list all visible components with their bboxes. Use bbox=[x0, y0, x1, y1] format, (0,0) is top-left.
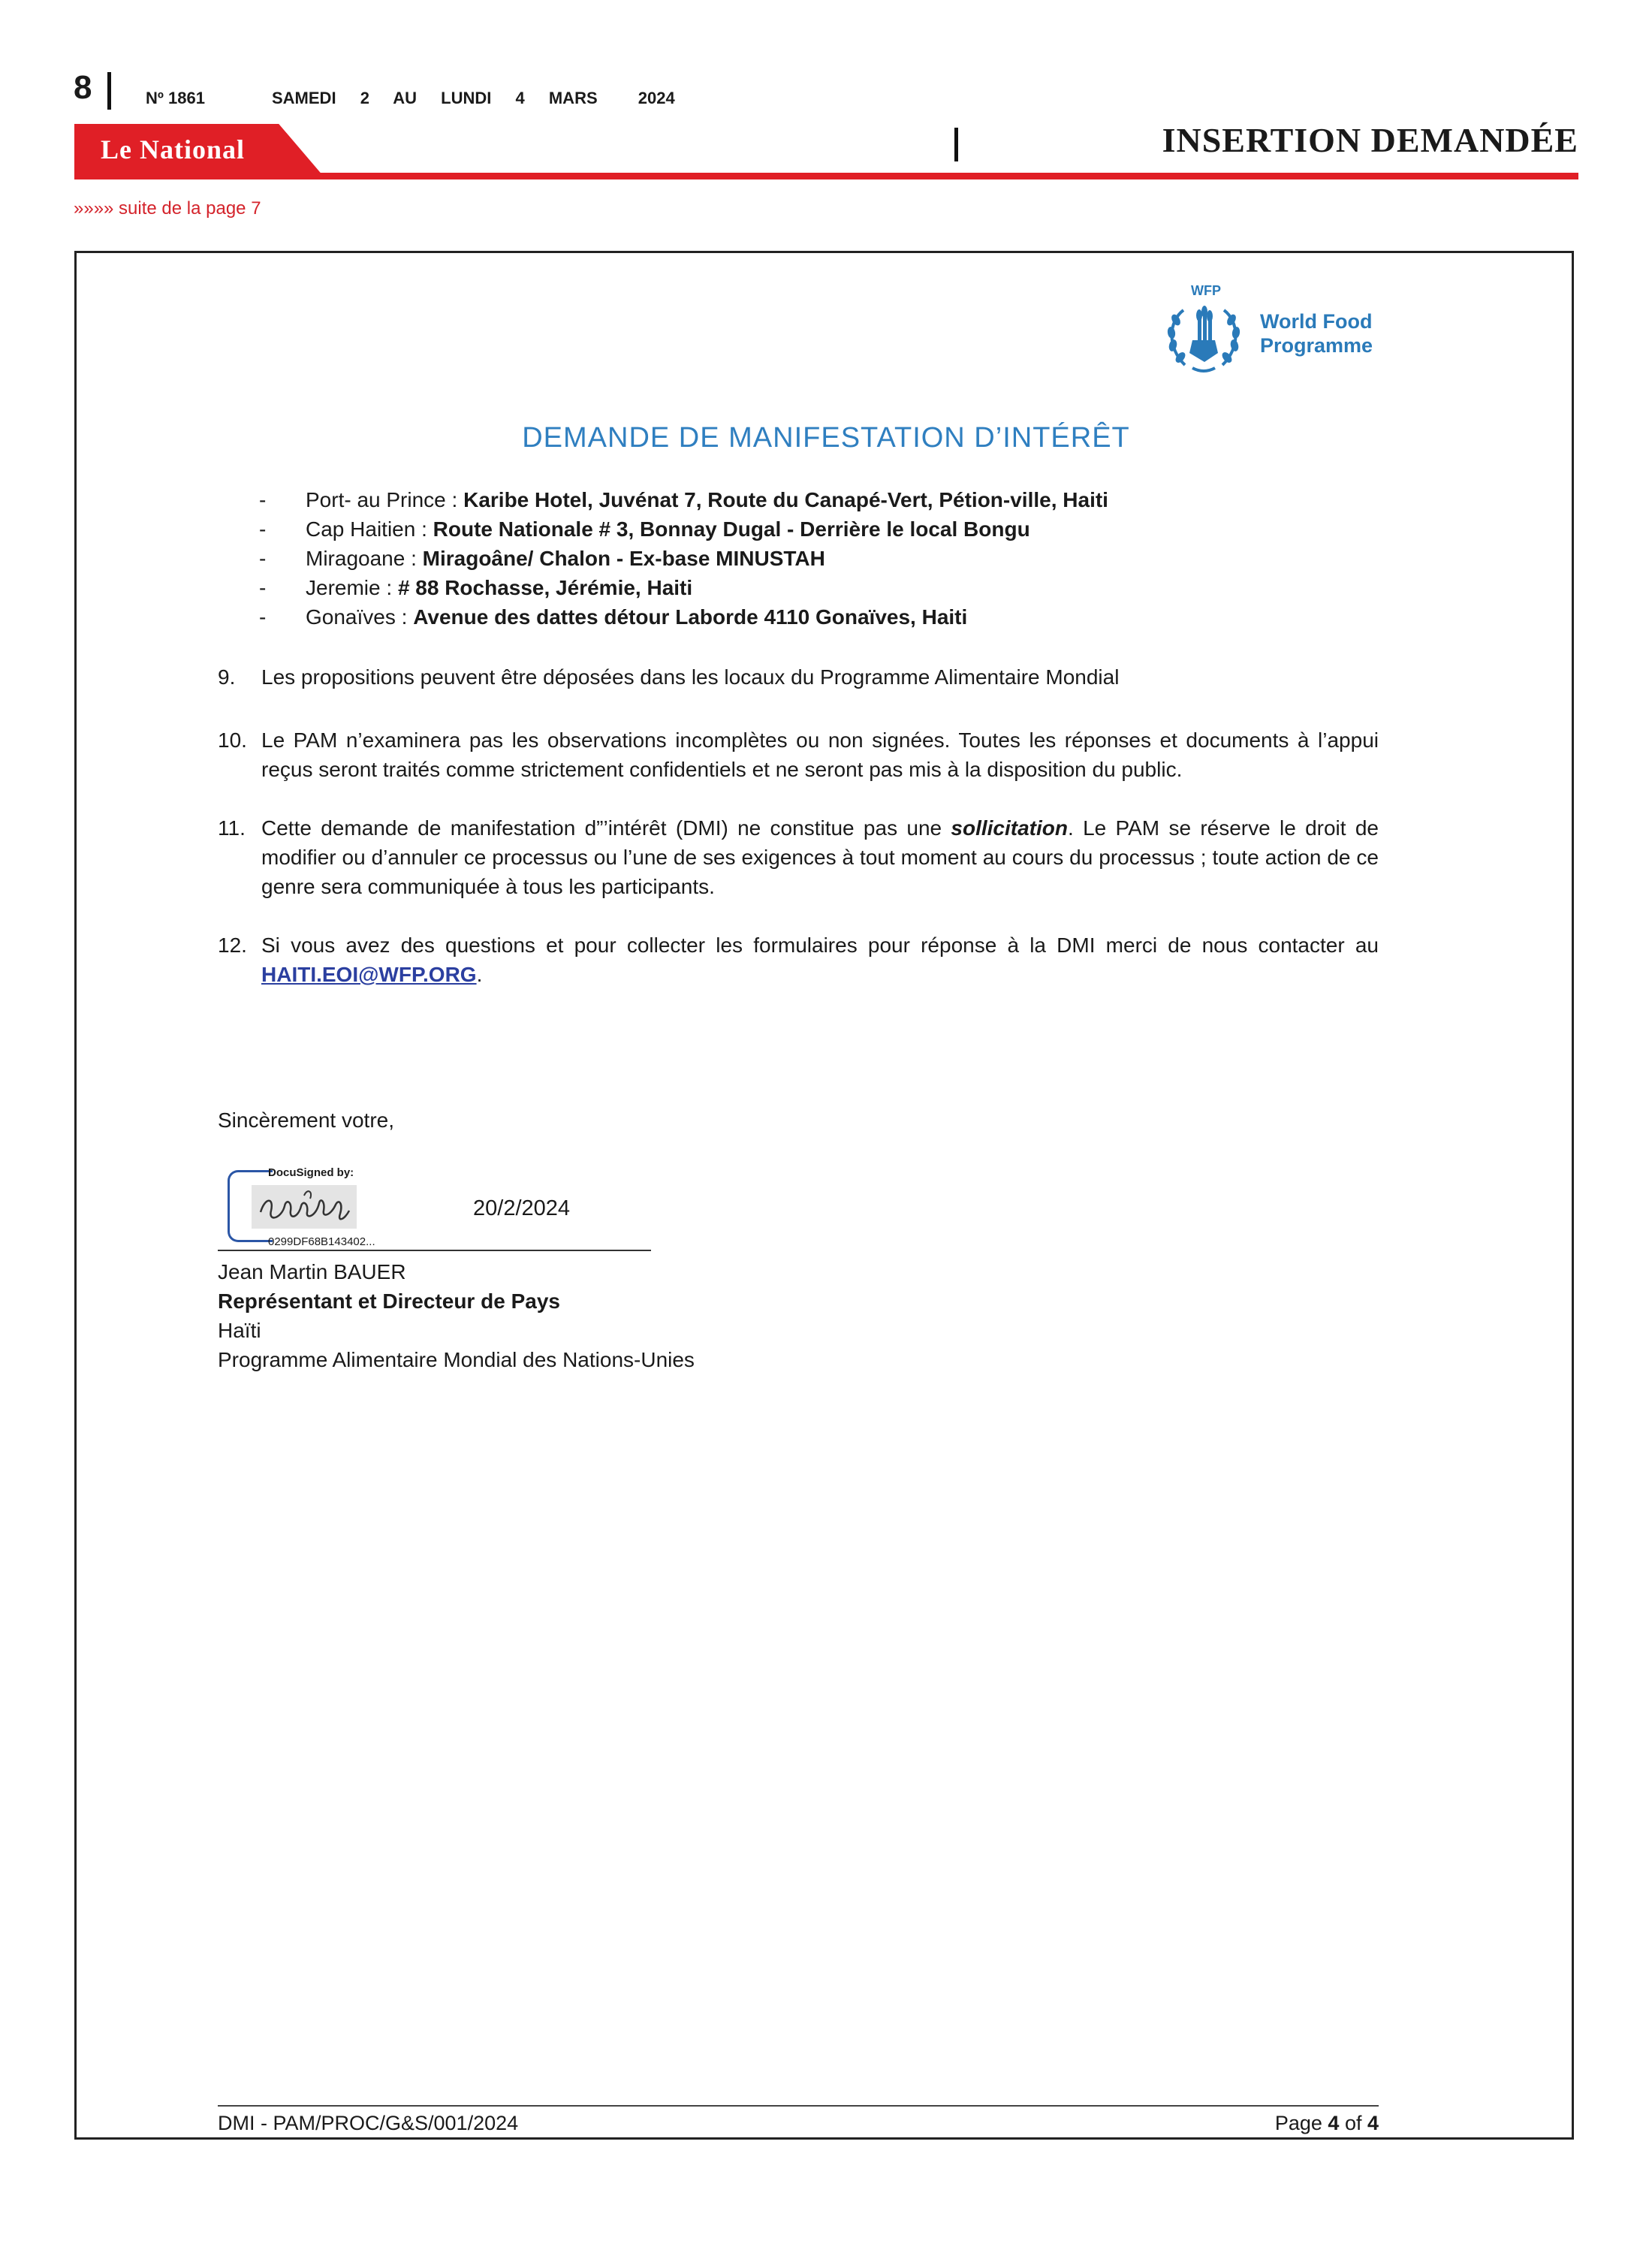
address-location: Miragoâne/ Chalon - Ex-base MINUSTAH bbox=[422, 547, 825, 570]
date-part: 2024 bbox=[638, 89, 675, 107]
paragraph-10 bbox=[218, 725, 1379, 786]
address-location: Karibe Hotel, Juvénat 7, Route du Canapé-Vert, Pétion-ville, Haiti bbox=[463, 488, 1108, 511]
paragraph-9 bbox=[218, 662, 1379, 692]
wfp-name-line2: Programme bbox=[1260, 334, 1373, 357]
list-dash: - bbox=[259, 605, 267, 629]
address-city: Port- au Prince : bbox=[306, 488, 464, 511]
page-total: 4 bbox=[1367, 2112, 1379, 2134]
contact-email-link[interactable]: HAITI.EOI@WFP.ORG bbox=[261, 963, 477, 986]
document-reference: DMI - PAM/PROC/G&S/001/2024 bbox=[218, 2112, 519, 2134]
date-part: 2 bbox=[360, 89, 369, 107]
paragraph-text bbox=[261, 813, 1379, 901]
list-item bbox=[259, 573, 1461, 602]
page-current: 4 bbox=[1328, 2112, 1340, 2134]
section-title: INSERTION DEMANDÉE bbox=[1162, 121, 1578, 159]
paragraph-text: Les propositions peuvent être déposées dans les locaux du Programme Alimentaire Mondial bbox=[261, 665, 1120, 689]
list-item bbox=[259, 485, 1461, 514]
paragraph-number: 9. bbox=[218, 665, 236, 689]
page-of: of bbox=[1339, 2112, 1367, 2134]
list-item bbox=[259, 544, 1461, 573]
wfp-name bbox=[1260, 309, 1373, 357]
section-divider bbox=[954, 128, 958, 161]
page-number-divider bbox=[107, 72, 111, 110]
un-wreath-icon bbox=[1162, 299, 1245, 378]
date-part: AU bbox=[393, 89, 418, 107]
list-dash: - bbox=[259, 488, 267, 511]
paragraph-number: 11. bbox=[218, 816, 246, 840]
address-location: # 88 Rochasse, Jérémie, Haiti bbox=[397, 576, 693, 599]
signer-country: Haïti bbox=[218, 1319, 261, 1342]
publication-name: Le National bbox=[101, 134, 246, 164]
list-item bbox=[259, 602, 1461, 632]
wfp-name-line1: World Food bbox=[1260, 310, 1373, 333]
page-number: 8 bbox=[74, 69, 92, 106]
date-part: LUNDI bbox=[441, 89, 492, 107]
address-city: Jeremie : bbox=[306, 576, 398, 599]
signer-name: Jean Martin BAUER bbox=[218, 1260, 406, 1283]
list-dash: - bbox=[259, 576, 267, 599]
address-city: Miragoane : bbox=[306, 547, 423, 570]
paragraph-text-start: Si vous avez des questions et pour collecter les formulaires pour réponse à la DMI merci de nous contacter au bbox=[261, 933, 1379, 957]
paragraph-text-end: . Le PAM se réserve le droit de modifier ou d’annuler ce processus ou l’une de ses exigences à tout moment au cours du processus ; toute action de ce genre sera communiquée à tous les participants. bbox=[261, 816, 1379, 898]
signature-line bbox=[218, 1250, 651, 1251]
issue-number: Nº 1861 bbox=[146, 89, 205, 107]
list-dash: - bbox=[259, 547, 267, 570]
page-indicator bbox=[1275, 2112, 1379, 2135]
paragraph-text bbox=[261, 930, 1379, 989]
handwritten-signature bbox=[252, 1181, 357, 1233]
footer-rule bbox=[218, 2105, 1379, 2107]
address-location: Route Nationale # 3, Bonnay Dugal - Derrière le local Bongu bbox=[433, 517, 1030, 541]
docusign-label: DocuSigned by: bbox=[268, 1166, 354, 1179]
paragraph-11 bbox=[218, 813, 1379, 903]
paragraph-text-start: Cette demande de manifestation d”’intérêt (DMI) ne constitue pas une bbox=[261, 816, 951, 840]
paragraph-number: 10. bbox=[218, 728, 247, 752]
address-location: Avenue des dattes détour Laborde 4110 Gonaïves, Haiti bbox=[413, 605, 968, 629]
list-item bbox=[259, 514, 1461, 544]
page-word: Page bbox=[1274, 2112, 1328, 2134]
signer-title: Représentant et Directeur de Pays bbox=[218, 1289, 560, 1313]
paragraph-text: Le PAM n’examinera pas les observations incomplètes ou non signées. Toutes les réponses et documents à l’appui reçus seront traités comme strictement confidentiels et ne seront pas mis à la disposition du public. bbox=[261, 728, 1379, 781]
address-city: Cap Haitien : bbox=[306, 517, 433, 541]
continued-from: »»»» suite de la page 7 bbox=[74, 198, 261, 219]
paragraph-number: 12. bbox=[218, 933, 247, 957]
paragraph-text-end: . bbox=[476, 963, 483, 986]
list-dash: - bbox=[259, 517, 267, 541]
address-city: Gonaïves : bbox=[306, 605, 414, 629]
date-part: MARS bbox=[548, 89, 598, 107]
signer-block bbox=[218, 1257, 695, 1374]
closing-text: Sincèrement votre, bbox=[218, 1108, 394, 1132]
emphasis-text: sollicitation bbox=[951, 816, 1068, 840]
date-part: SAMEDI bbox=[272, 89, 336, 107]
signature-date: 20/2/2024 bbox=[473, 1196, 571, 1220]
document-title: DEMANDE DE MANIFESTATION D’INTÉRÊT bbox=[522, 422, 1130, 454]
wfp-acronym: WFP bbox=[1191, 283, 1221, 298]
issue-date bbox=[272, 89, 695, 108]
address-list bbox=[259, 485, 1461, 632]
paragraph-12 bbox=[218, 930, 1379, 991]
date-part: 4 bbox=[515, 89, 525, 107]
docusign-envelope-id: 0299DF68B143402... bbox=[268, 1235, 375, 1248]
signer-organization: Programme Alimentaire Mondial des Nations-Unies bbox=[218, 1348, 695, 1371]
